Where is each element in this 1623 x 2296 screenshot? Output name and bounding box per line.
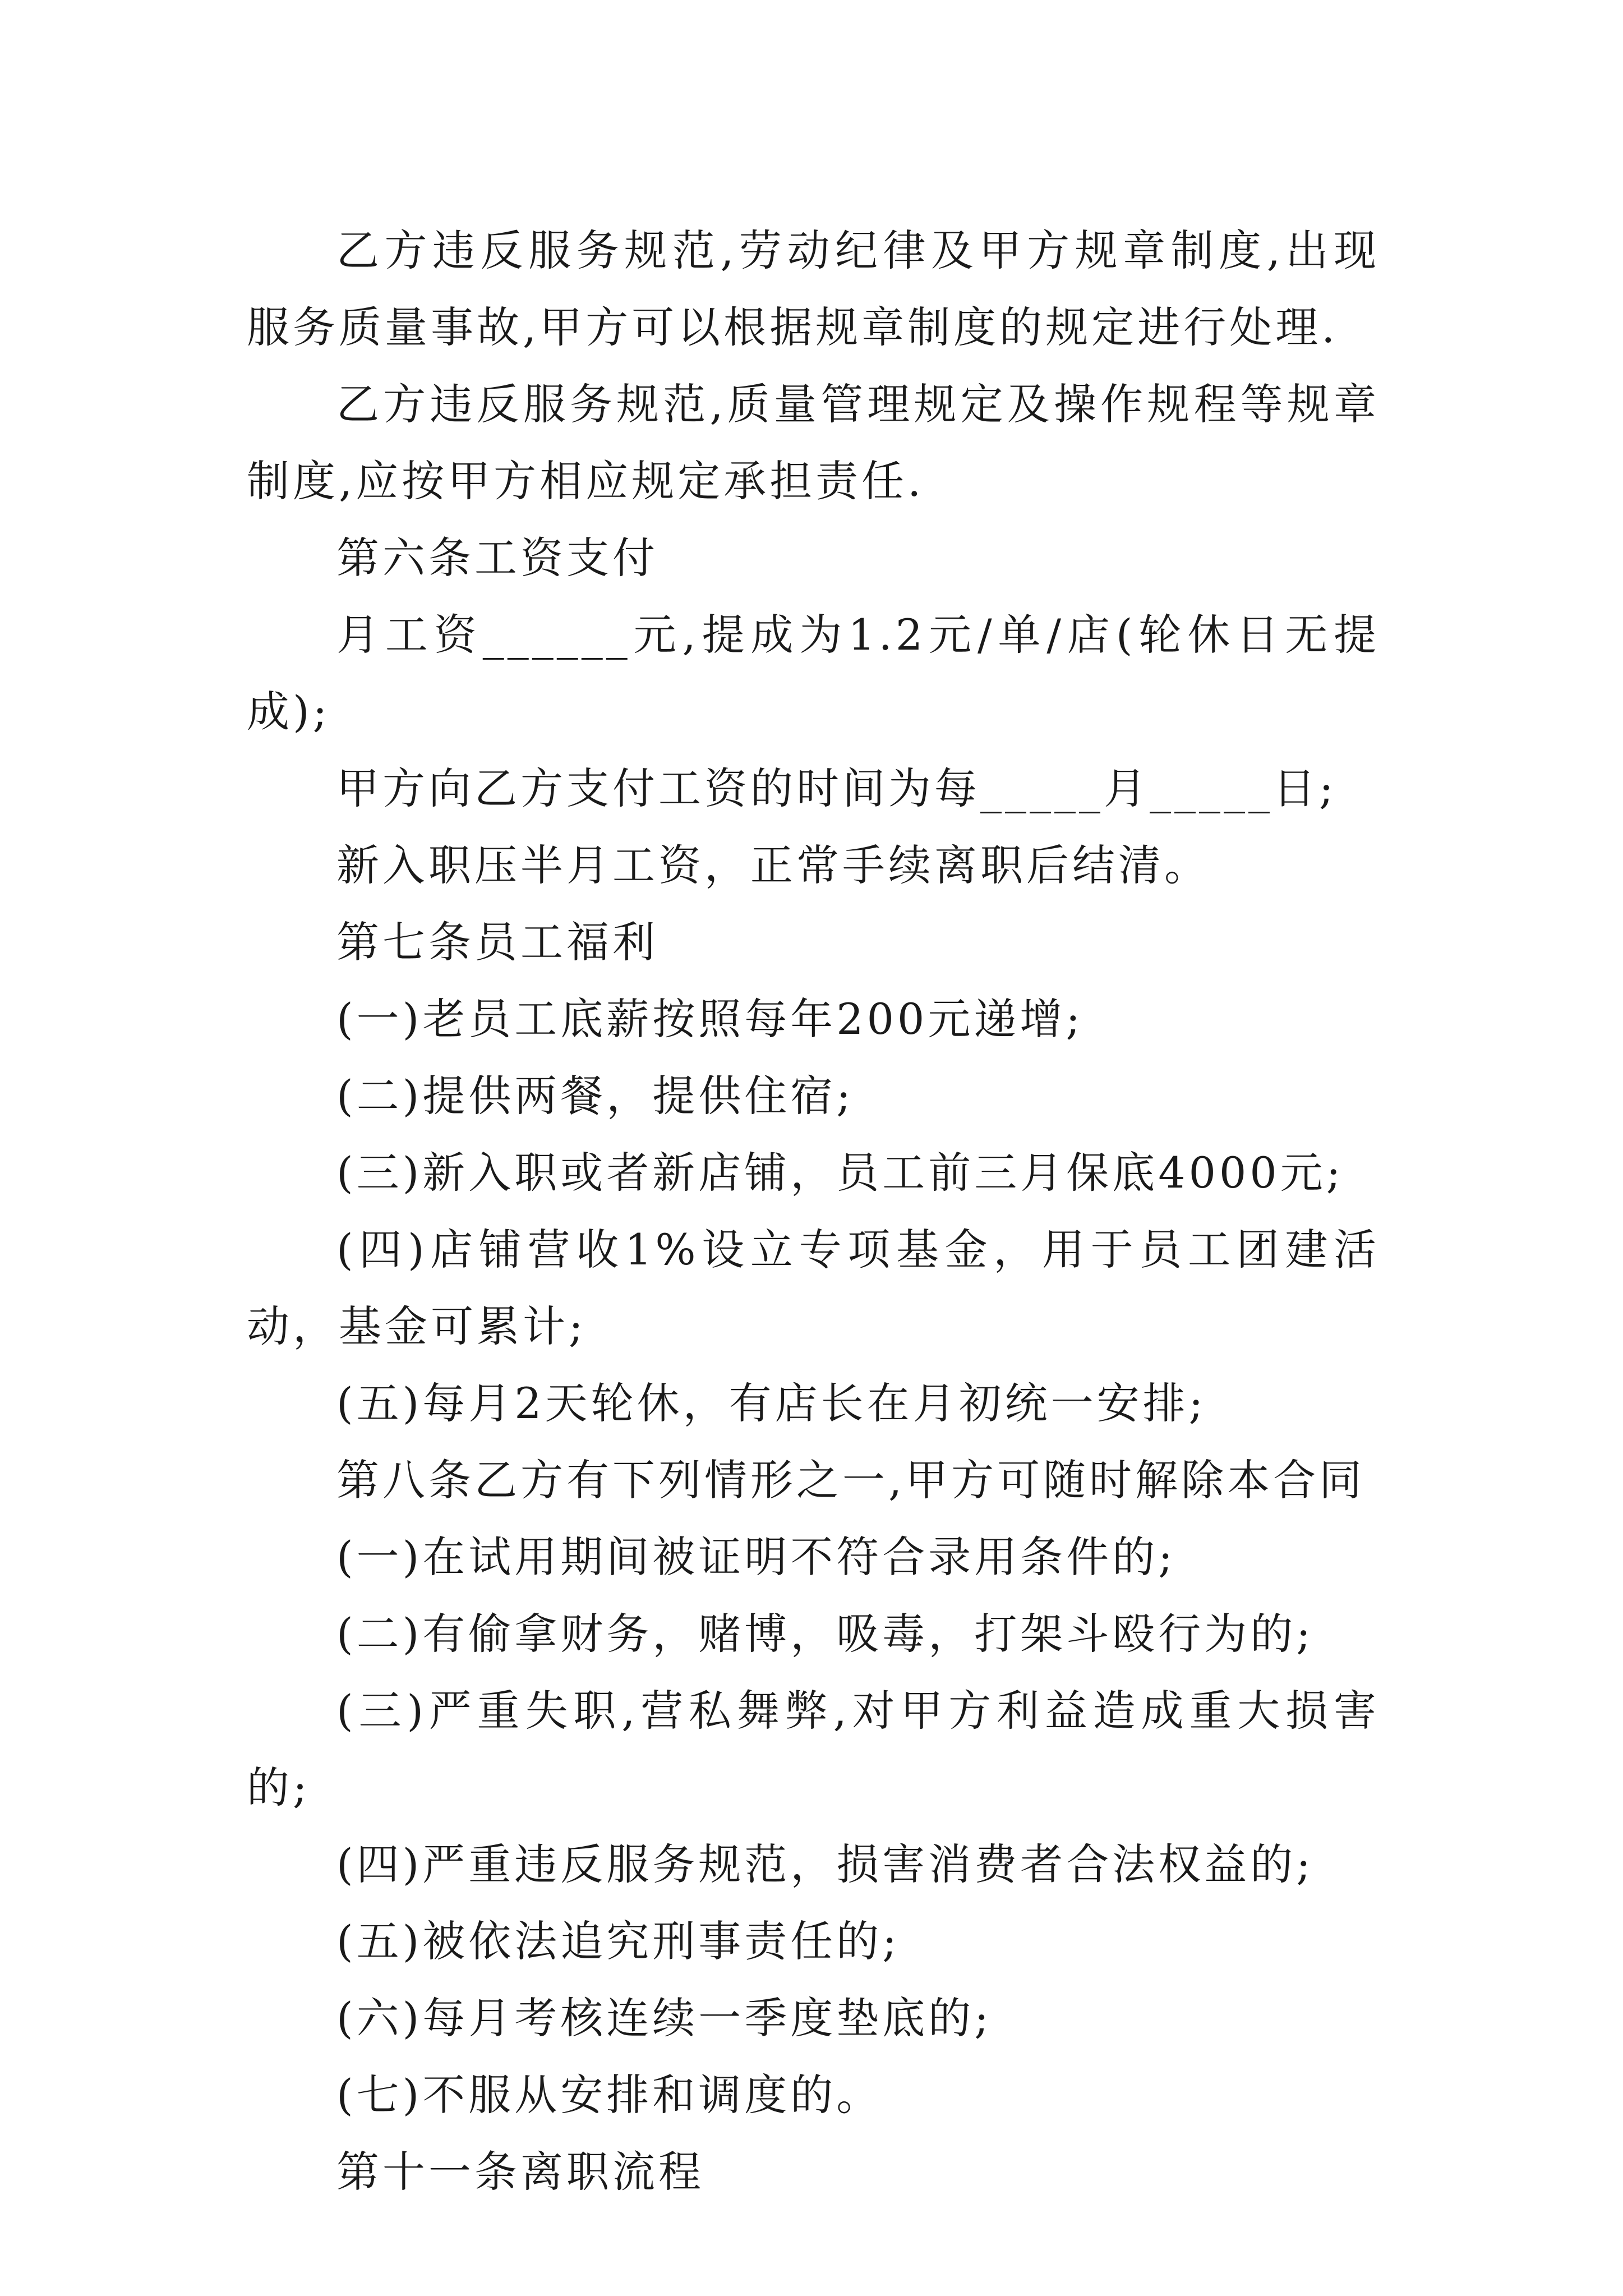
document-body [247, 212, 1380, 2210]
section-heading-resignation-process: 第十一条离职流程 [336, 2147, 704, 2197]
list-item-termination-7: (七)不服从安排和调度的。 [336, 2070, 883, 2120]
section-heading-employee-benefits: 第七条员工福利 [336, 917, 658, 967]
list-item-benefit-5: (五)每月2天轮休，有店长在月初统一安排; [336, 1378, 1207, 1428]
list-item-termination-3: (三)严重失职,营私舞弊,对甲方利益造成重大损害的; [247, 1686, 1380, 1812]
list-item-benefit-1: (一)老员工底薪按照每年200元递增; [336, 994, 1083, 1044]
paragraph-service-violation-liability: 乙方违反服务规范,质量管理规定及操作规程等规章制度,应按甲方相应规定承担责任. [247, 379, 1380, 506]
list-item-benefit-3: (三)新入职或者新店铺，员工前三月保底4000元; [336, 1148, 1344, 1198]
paragraph-payment-date: 甲方向乙方支付工资的时间为每_____月_____日; [336, 763, 1337, 813]
list-item-termination-2: (二)有偷拿财务，赌博，吸毒，打架斗殴行为的; [336, 1609, 1314, 1659]
list-item-termination-4: (四)严重违反服务规范，损害消费者合法权益的; [336, 1839, 1314, 1889]
list-item-benefit-4: (四)店铺营收1%设立专项基金，用于员工团建活动，基金可累计; [247, 1225, 1380, 1351]
paragraph-monthly-wage: 月工资______元,提成为1.2元/单/店(轮休日无提成); [247, 610, 1380, 737]
list-item-termination-1: (一)在试用期间被证明不符合录用条件的; [336, 1532, 1176, 1582]
list-item-termination-6: (六)每月考核连续一季度垫底的; [336, 1993, 992, 2043]
section-heading-wage-payment: 第六条工资支付 [336, 533, 658, 583]
paragraph-service-violation-handling: 乙方违反服务规范,劳动纪律及甲方规章制度,出现服务质量事故,甲方可以根据规章制度的规定进行处理. [247, 226, 1380, 352]
list-item-termination-5: (五)被依法追究刑事责任的; [336, 1916, 900, 1966]
section-heading-contract-termination: 第八条乙方有下列情形之一,甲方可随时解除本合同 [336, 1455, 1366, 1505]
paragraph-withheld-wage: 新入职压半月工资，正常手续离职后结清。 [336, 840, 1210, 890]
list-item-benefit-2: (二)提供两餐，提供住宿; [336, 1071, 854, 1121]
